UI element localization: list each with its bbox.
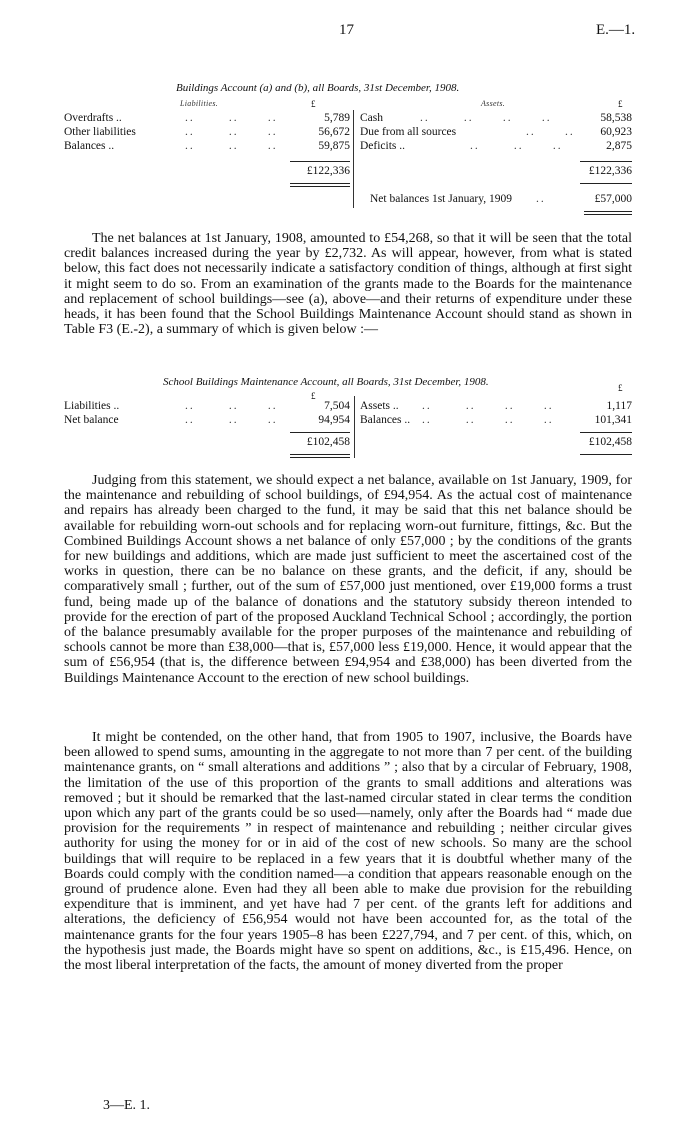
table-divider bbox=[353, 110, 354, 208]
asset-amount: 60,923 bbox=[600, 126, 632, 138]
double-rule-net bbox=[584, 211, 632, 212]
total-rule-left bbox=[290, 432, 350, 433]
double-rule-right bbox=[580, 454, 632, 455]
liability-amount: 56,672 bbox=[318, 126, 350, 138]
total-rule-left bbox=[290, 161, 350, 162]
table-divider bbox=[354, 396, 355, 458]
leader-dots: .. .. .. bbox=[185, 414, 278, 426]
leader-dots: .. .. .. bbox=[185, 400, 278, 412]
maintenance-left-row bbox=[64, 414, 350, 429]
asset-row bbox=[360, 140, 632, 155]
maintenance-right-row bbox=[360, 400, 632, 415]
paragraph-net-balances: The net balances at 1st January, 1908, amounted to £54,268, so that it will be seen that the total credit balances increased during the year by £2,732. As will appear, however, from what is stated below, this fact does not necessarily indicate a satisfactory condition of things, although at first sight it might seem to do so. From an examination of the grants made to the Boards for the maintenance and replacement of school buildings—see (a), above—and their returns of expenditure under these heads, it has been found that the School Buildings Maintenance Account should stand as shown in Table F3 (E.-2), a summary of which is given below :— bbox=[64, 231, 632, 338]
net-balance-row bbox=[370, 193, 632, 208]
leader-dots: .. .. .. bbox=[185, 126, 278, 138]
maintenance-account-title: School Buildings Maintenance Account, all Boards, 31st December, 1908. bbox=[163, 376, 489, 388]
double-rule-left bbox=[290, 454, 350, 455]
total-right: £122,336 bbox=[588, 165, 632, 177]
liability-label: Overdrafts .. bbox=[64, 112, 122, 124]
liability-row bbox=[64, 112, 350, 127]
leader-dots: .. .. .. .. bbox=[420, 112, 552, 124]
currency-symbol-left: £ bbox=[311, 391, 316, 401]
leader-dots: .. .. .. bbox=[185, 140, 278, 152]
maintenance-left-row bbox=[64, 400, 350, 415]
liability-row bbox=[64, 126, 350, 141]
liabilities-heading: Liabilities. bbox=[180, 99, 219, 108]
page-signature: 3—E. 1. bbox=[103, 1098, 151, 1113]
net-balance-label: Net balances 1st January, 1909 bbox=[370, 193, 513, 205]
maintenance-right-amount: 1,117 bbox=[606, 400, 632, 412]
liability-row bbox=[64, 140, 350, 155]
maintenance-right-amount: 101,341 bbox=[594, 414, 632, 426]
liability-amount: 5,789 bbox=[324, 112, 350, 124]
currency-symbol-left: £ bbox=[311, 99, 316, 109]
currency-symbol-right: £ bbox=[618, 383, 623, 393]
maintenance-left-label: Liabilities .. bbox=[64, 400, 120, 412]
total-rule-right bbox=[580, 432, 632, 433]
asset-amount: 2,875 bbox=[606, 140, 632, 152]
liability-amount: 59,875 bbox=[318, 140, 350, 152]
buildings-account-title: Buildings Account (a) and (b), all Boards, 31st December, 1908. bbox=[176, 82, 460, 94]
leader-dots: .. .. .. bbox=[470, 140, 563, 152]
leader-dots: .. .. .. bbox=[185, 112, 278, 124]
paragraph-judging: Judging from this statement, we should expect a net balance, available on 1st January, 1909, for the maintenance and rebuilding of school buildings, of £94,954. As the actual cost of maintenance and repairs has already been charged to the fund, it may be said that this net balance should be available for rebuilding worn-out schools and for replacing worn-out furniture, fittings, &c. But the Combined Buildings Account shows a net balance of only £57,000 ; by the conditions of the grants for new buildings and additions, which are made just sufficient to meet the ascertained cost of the works in question, there can be no balance on these grants, and the deficit, if any, should be comparatively small ; further, out of the sum of £57,000 just mentioned, over £19,000 forms a trust fund, being made up of the balance of donations and the statutory subsidy thereon intended to provide for the erection of part of the proposed Auckland Technical School ; accordingly, the portion of the balance presumably available for the proper purposes of the maintenance and rebuilding of schools cannot be more than £38,000—that is, £57,000 less £19,000. Hence, it would appear that the sum of £56,954 (that is, the difference between £94,954 and £38,000) has been diverted from the Buildings Maintenance Account to the erection of new school buildings. bbox=[64, 473, 632, 686]
asset-row bbox=[360, 126, 632, 141]
maintenance-left-label: Net balance bbox=[64, 414, 119, 426]
double-rule-net bbox=[584, 214, 632, 215]
asset-label: Deficits .. bbox=[360, 140, 406, 152]
page-number: 17 bbox=[339, 22, 354, 38]
maintenance-right-label: Assets .. bbox=[360, 400, 399, 412]
maintenance-left-amount: 94,954 bbox=[318, 414, 350, 426]
asset-label: Cash bbox=[360, 112, 383, 124]
leader-dots: .. bbox=[536, 193, 546, 205]
maintenance-right-label: Balances .. bbox=[360, 414, 411, 426]
maintenance-right-row bbox=[360, 414, 632, 429]
double-rule-left bbox=[290, 183, 350, 184]
liability-label: Other liabilities bbox=[64, 126, 136, 138]
assets-heading: Assets. bbox=[481, 99, 506, 108]
maintenance-left-amount: 7,504 bbox=[324, 400, 350, 412]
double-rule-right bbox=[580, 183, 632, 184]
double-rule-left bbox=[290, 186, 350, 187]
paragraph-contended: It might be contended, on the other hand, that from 1905 to 1907, inclusive, the Boards have been allowed to spend sums, amounting in the aggregate to not more than 7 per cent. of the building maintenance grants, on “ small alterations and additions ” ; also that by a circular of February, 1908, the limitation of the use of this proportion of the grants to small additions and alterations was removed ; but it should be remarked that the last-named circular stated in clear terms the condition upon which any part of the grants could be so used—namely, only after the Boards had “ made due provision for the requirements ” in respect of maintenance and rebuilding ; neither circular gives authority for using the money for or in aid of the cost of new schools. So many are the school buildings that will require to be replaced in a few years that it is doubtful whether many of the Boards could comply with the condition named—a condition that appears reasonable enough on the ground of prudence alone. Even had they all been able to make due provision for the rebuilding expenditure that is imminent, and yet have had 7 per cent. of the grants left for additions and alterations, the deficiency of £56,954 would not have been accounted for, as the total of the maintenance grants for the four years 1905–8 has been £227,794, and 7 per cent. of this, which, on the hypothesis just made, the Boards might have so spent on additions, &c., is £15,496. Hence, on the most liberal interpretation of the facts, the amount of money diverted from the proper bbox=[64, 730, 632, 974]
maintenance-total-left: £102,458 bbox=[306, 436, 350, 448]
asset-row bbox=[360, 112, 632, 127]
leader-dots: .. .. .. .. bbox=[422, 400, 554, 412]
leader-dots: .. .. .. .. bbox=[422, 414, 554, 426]
net-balance-amount: £57,000 bbox=[594, 193, 632, 205]
total-left: £122,336 bbox=[306, 165, 350, 177]
liability-label: Balances .. bbox=[64, 140, 115, 152]
maintenance-total-right: £102,458 bbox=[588, 436, 632, 448]
leader-dots: .. .. bbox=[526, 126, 575, 138]
double-rule-left bbox=[290, 457, 350, 458]
total-rule-right bbox=[580, 161, 632, 162]
page-reference: E.—1. bbox=[596, 22, 636, 38]
asset-amount: 58,538 bbox=[600, 112, 632, 124]
currency-symbol-right: £ bbox=[618, 99, 623, 109]
asset-label: Due from all sources bbox=[360, 126, 457, 138]
